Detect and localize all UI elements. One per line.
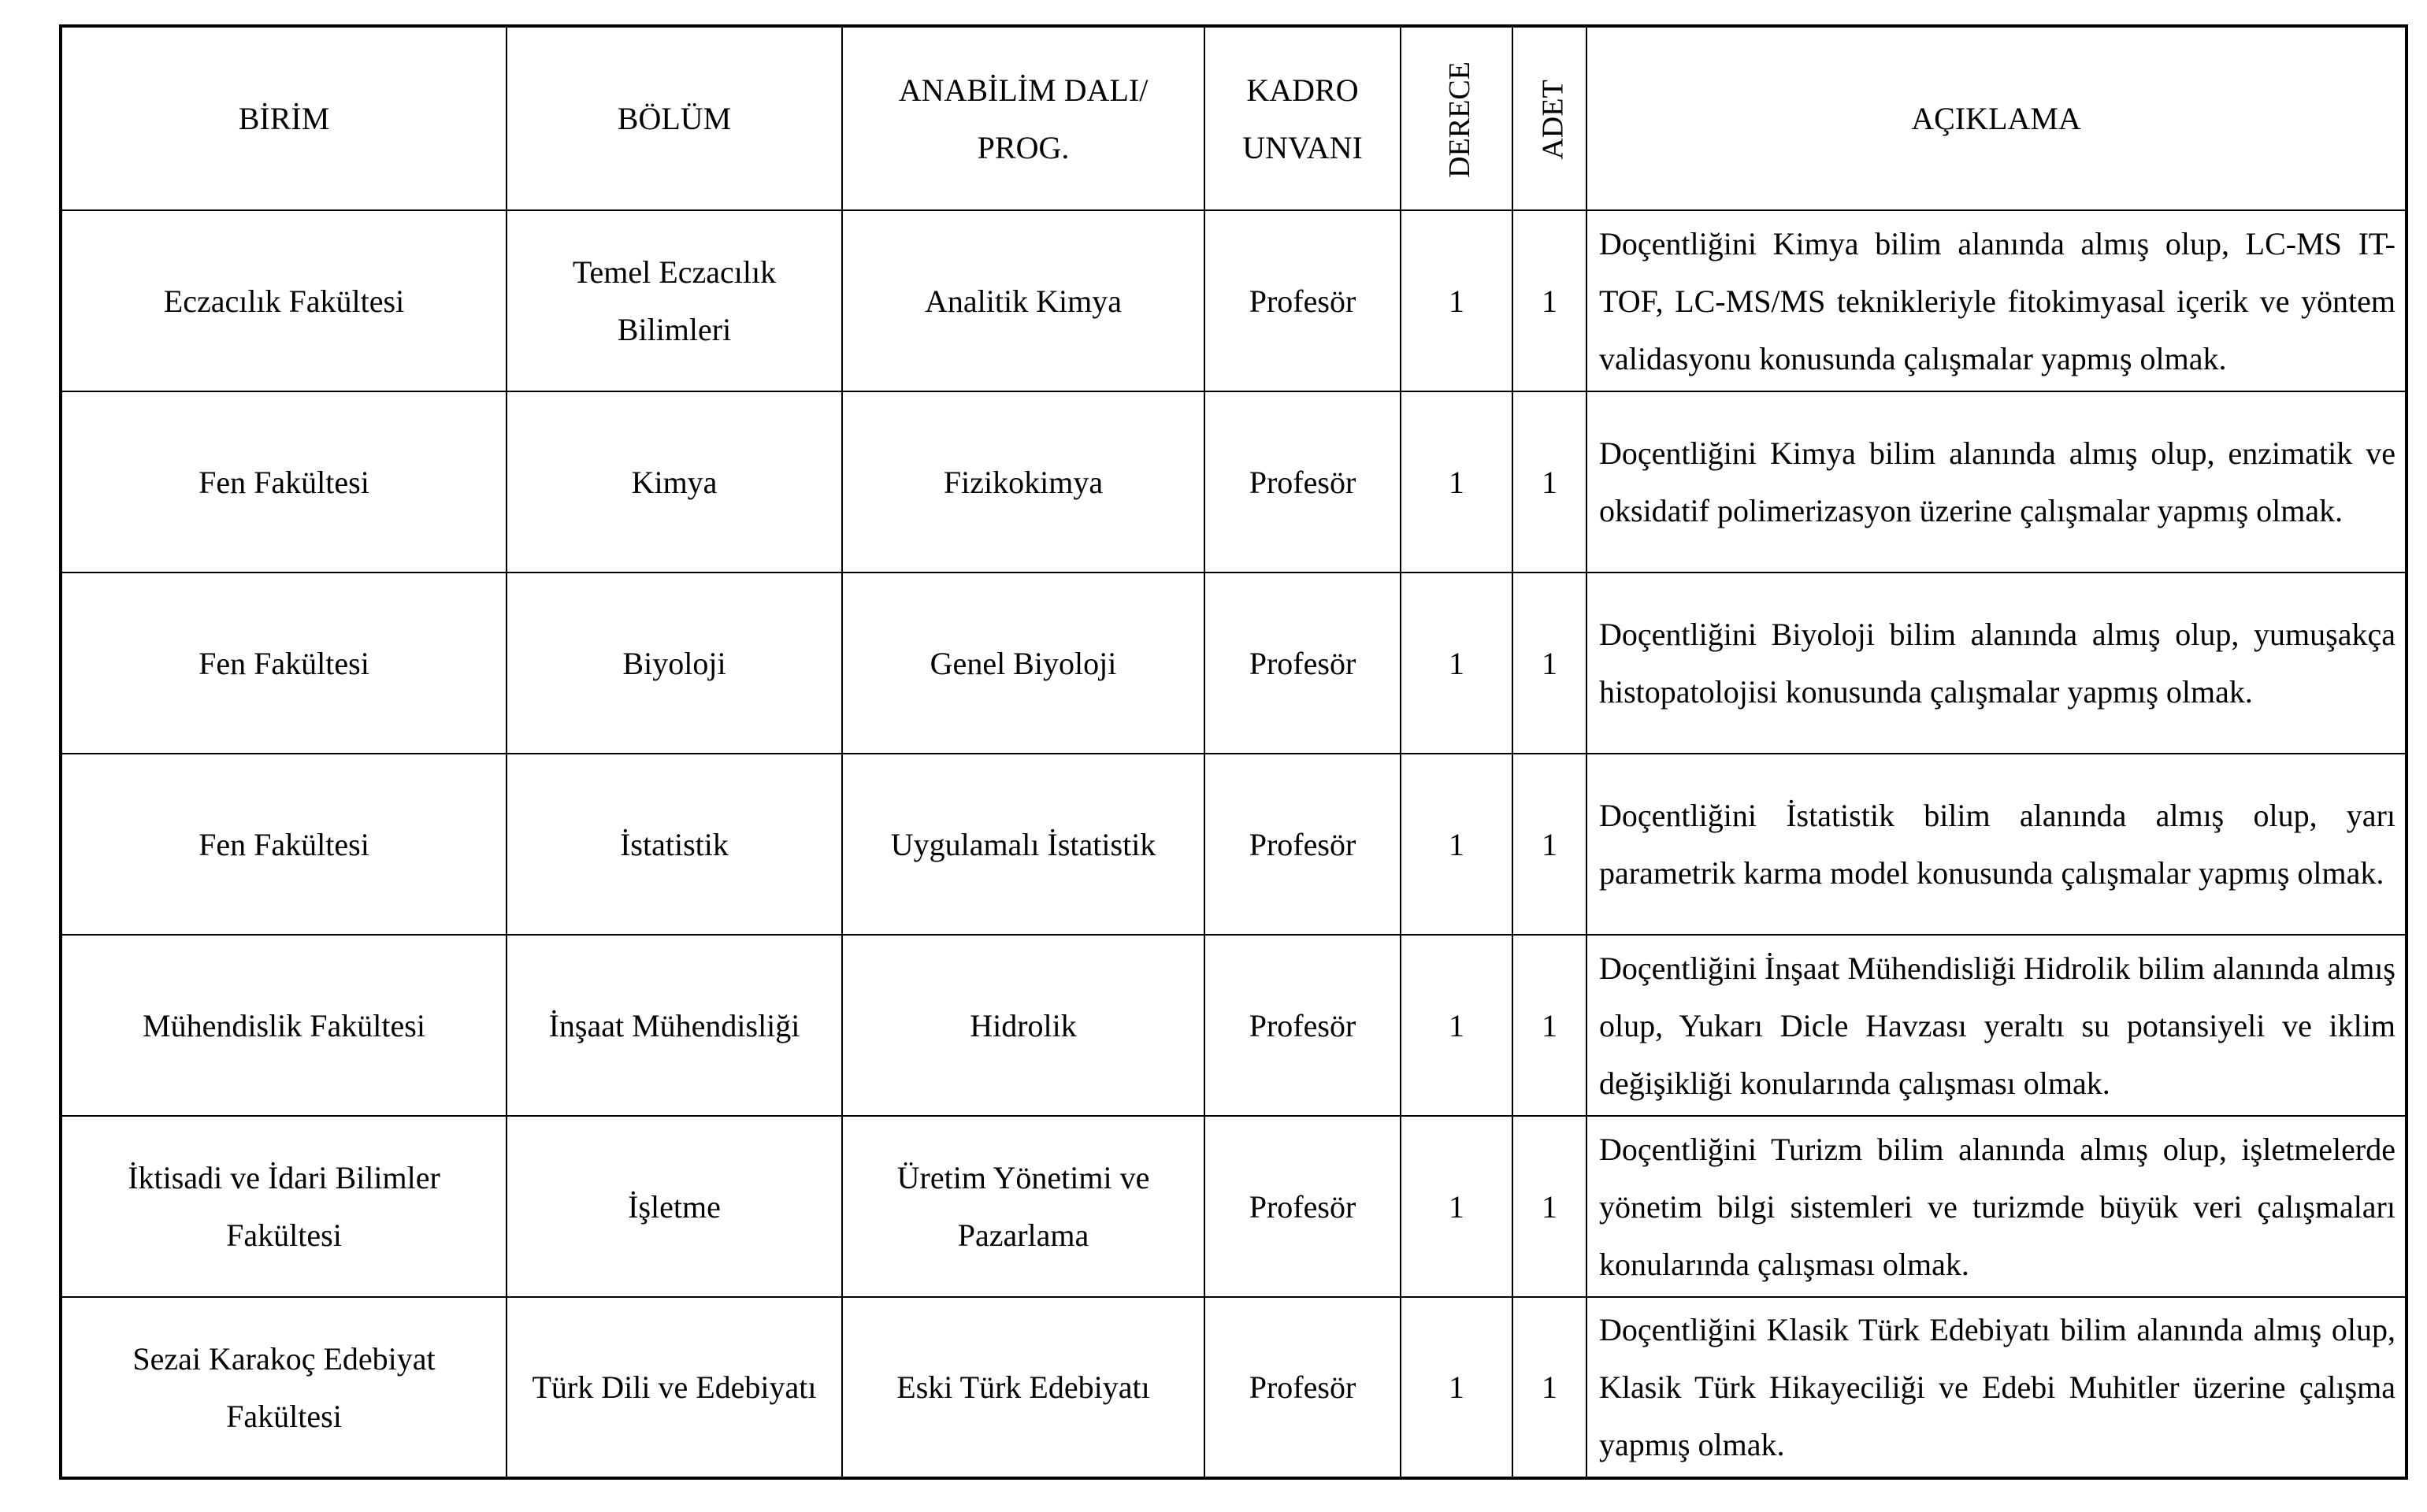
- table-row: [61, 935, 2407, 1116]
- cell-aciklama: Doçentliğini İnşaat Mühendisliği Hidrolik bilim alanında almış olup, Yukarı Dicle Havzası yeraltı su potansiyeli ve iklim değişikliği konularında çalışması olmak.: [1586, 935, 2407, 1116]
- cell-derece: 1: [1401, 935, 1512, 1116]
- header-birim: BİRİM: [61, 26, 507, 210]
- cell-adet: 1: [1512, 573, 1586, 754]
- cell-anabilim: Analitik Kimya: [842, 210, 1204, 391]
- header-row: [61, 26, 2407, 210]
- positions-table: [59, 24, 2408, 1480]
- cell-kadro: Profesör: [1204, 573, 1401, 754]
- header-derece: [1401, 26, 1512, 210]
- cell-adet: 1: [1512, 391, 1586, 573]
- cell-anabilim: Eski Türk Edebiyatı: [842, 1297, 1204, 1478]
- cell-bolum: Türk Dili ve Edebiyatı: [507, 1297, 842, 1478]
- table-row: [61, 1116, 2407, 1297]
- cell-anabilim: Üretim Yönetimi ve Pazarlama: [842, 1116, 1204, 1297]
- cell-anabilim: Hidrolik: [842, 935, 1204, 1116]
- cell-derece: 1: [1401, 754, 1512, 935]
- cell-derece: 1: [1401, 210, 1512, 391]
- cell-adet: 1: [1512, 210, 1586, 391]
- header-anabilim: ANABİLİM DALI/ PROG.: [842, 26, 1204, 210]
- cell-birim: Eczacılık Fakültesi: [61, 210, 507, 391]
- header-adet: [1512, 26, 1586, 210]
- header-bolum: BÖLÜM: [507, 26, 842, 210]
- cell-aciklama: Doçentliğini Biyoloji bilim alanında almış olup, yumuşakça histopatolojisi konusunda çalışmalar yapmış olmak.: [1586, 573, 2407, 754]
- table-row: [61, 210, 2407, 391]
- cell-aciklama: Doçentliğini Turizm bilim alanında almış olup, işletmelerde yönetim bilgi sistemleri ve turizmde büyük veri çalışmaları konularında çalışması olmak.: [1586, 1116, 2407, 1297]
- cell-kadro: Profesör: [1204, 935, 1401, 1116]
- table-row: [61, 754, 2407, 935]
- cell-bolum: İnşaat Mühendisliği: [507, 935, 842, 1116]
- cell-bolum: Biyoloji: [507, 573, 842, 754]
- cell-kadro: Profesör: [1204, 754, 1401, 935]
- cell-adet: 1: [1512, 935, 1586, 1116]
- cell-derece: 1: [1401, 391, 1512, 573]
- cell-derece: 1: [1401, 573, 1512, 754]
- cell-birim: Sezai Karakoç Edebiyat Fakültesi: [61, 1297, 507, 1478]
- cell-birim: Mühendislik Fakültesi: [61, 935, 507, 1116]
- cell-bolum: Kimya: [507, 391, 842, 573]
- cell-birim: Fen Fakültesi: [61, 754, 507, 935]
- cell-bolum: İstatistik: [507, 754, 842, 935]
- cell-bolum: İşletme: [507, 1116, 842, 1297]
- cell-anabilim: Genel Biyoloji: [842, 573, 1204, 754]
- cell-adet: 1: [1512, 754, 1586, 935]
- cell-kadro: Profesör: [1204, 210, 1401, 391]
- cell-derece: 1: [1401, 1297, 1512, 1478]
- cell-kadro: Profesör: [1204, 1116, 1401, 1297]
- header-derece-label: DERECE: [1442, 61, 1476, 178]
- cell-adet: 1: [1512, 1116, 1586, 1297]
- cell-kadro: Profesör: [1204, 1297, 1401, 1478]
- cell-kadro: Profesör: [1204, 391, 1401, 573]
- cell-anabilim: Fizikokimya: [842, 391, 1204, 573]
- header-adet-label: ADET: [1536, 80, 1570, 160]
- cell-aciklama: Doçentliğini Kimya bilim alanında almış olup, enzimatik ve oksidatif polimerizasyon üzerine çalışmalar yapmış olmak.: [1586, 391, 2407, 573]
- cell-birim: Fen Fakültesi: [61, 391, 507, 573]
- cell-aciklama: Doçentliğini İstatistik bilim alanında almış olup, yarı parametrik karma model konusunda çalışmalar yapmış olmak.: [1586, 754, 2407, 935]
- cell-bolum: Temel Eczacılık Bilimleri: [507, 210, 842, 391]
- table-row: [61, 391, 2407, 573]
- header-aciklama: AÇIKLAMA: [1586, 26, 2407, 210]
- cell-birim: Fen Fakültesi: [61, 573, 507, 754]
- table-row: [61, 1297, 2407, 1478]
- cell-birim: İktisadi ve İdari Bilimler Fakültesi: [61, 1116, 507, 1297]
- cell-adet: 1: [1512, 1297, 1586, 1478]
- cell-anabilim: Uygulamalı İstatistik: [842, 754, 1204, 935]
- header-kadro: KADRO UNVANI: [1204, 26, 1401, 210]
- table-row: [61, 573, 2407, 754]
- cell-aciklama: Doçentliğini Kimya bilim alanında almış olup, LC-MS IT-TOF, LC-MS/MS teknikleriyle fitokimyasal içerik ve yöntem validasyonu konusunda çalışmalar yapmış olmak.: [1586, 210, 2407, 391]
- cell-aciklama: Doçentliğini Klasik Türk Edebiyatı bilim alanında almış olup, Klasik Türk Hikayeciliği ve Edebi Muhitler üzerine çalışma yapmış olmak.: [1586, 1297, 2407, 1478]
- cell-derece: 1: [1401, 1116, 1512, 1297]
